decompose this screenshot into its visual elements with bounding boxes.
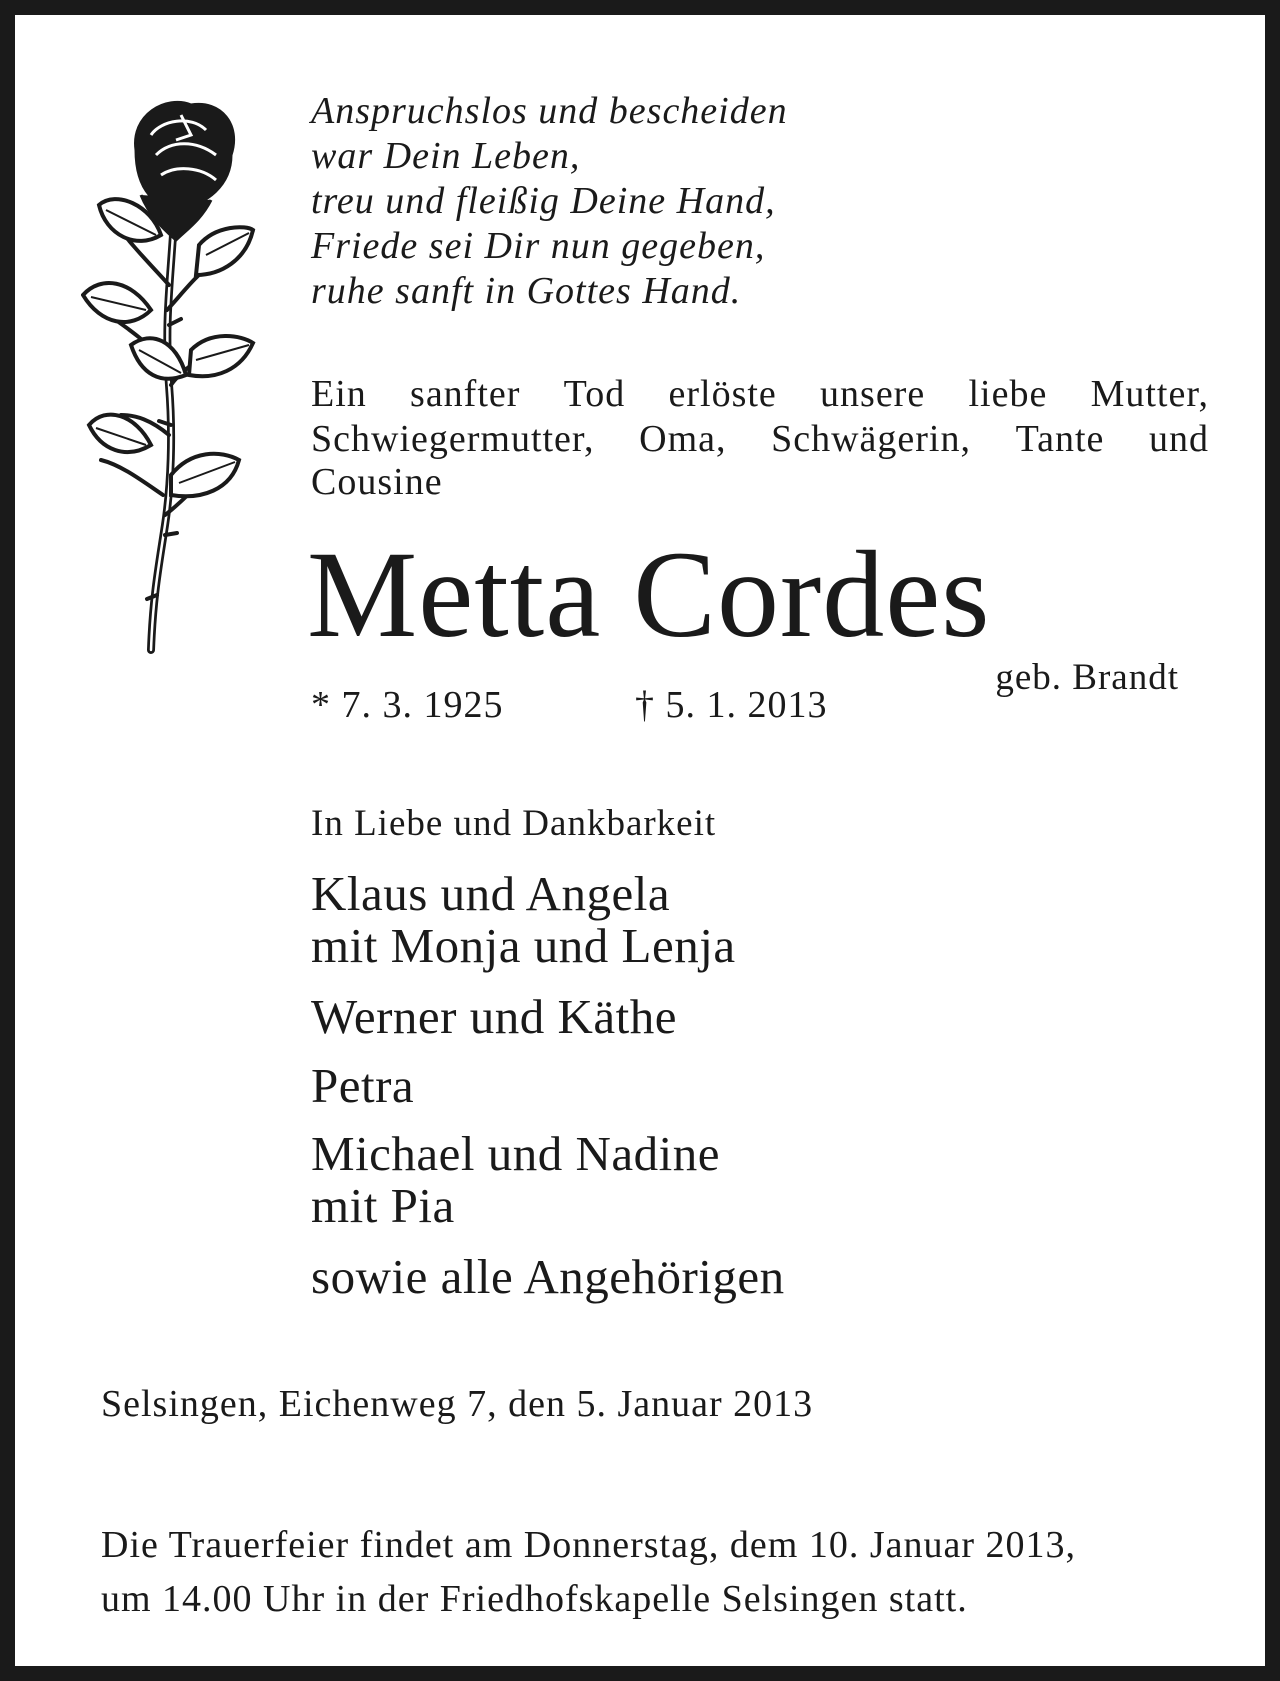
mourner-group [311, 868, 736, 972]
service-line: um 14.00 Uhr in der Friedhofskapelle Selsingen statt. [101, 1578, 968, 1620]
funeral-service-info [101, 1518, 1076, 1626]
mourner-line: sowie alle Angehörigen [311, 1249, 785, 1304]
death-announcement-text [311, 372, 1209, 502]
mourner-group [311, 1060, 414, 1112]
announcement-line: Cousine [311, 461, 443, 503]
announcement-word: sanfter [410, 373, 521, 415]
mourner-line: Michael und Nadine [311, 1126, 721, 1181]
announcement-word: Oma, [639, 418, 727, 460]
poem-line: war Dein Leben, [311, 135, 581, 177]
mourner-line: mit Pia [311, 1178, 455, 1233]
maiden-name: geb. Brandt [995, 657, 1179, 698]
place-and-date: Selsingen, Eichenweg 7, den 5. Januar 2013 [101, 1383, 814, 1425]
poem-line: Anspruchslos und bescheiden [311, 90, 788, 132]
announcement-word: liebe [968, 373, 1048, 415]
announcement-word: erlöste [668, 373, 777, 415]
mourner-line: Petra [311, 1058, 415, 1113]
mourner-line: Werner und Käthe [311, 989, 677, 1044]
mourner-line: Klaus und Angela [311, 866, 671, 921]
announcement-word: Ein [311, 373, 367, 415]
mourner-group [311, 991, 677, 1043]
deceased-name: Metta Cordes [307, 526, 991, 663]
mourner-group [311, 1251, 785, 1303]
rose-icon [81, 95, 261, 665]
poem-line: treu und fleißig Deine Hand, [311, 180, 776, 222]
poem-line: ruhe sanft in Gottes Hand. [311, 270, 742, 312]
announcement-word: unsere [820, 373, 926, 415]
mourner-line: mit Monja und Lenja [311, 918, 736, 973]
birth-date: * 7. 3. 1925 [311, 684, 504, 726]
announcement-word: Tod [563, 373, 626, 415]
announcement-word: Tante [1015, 418, 1105, 460]
poem-line: Friede sei Dir nun gegeben, [311, 225, 766, 267]
mourner-group [311, 1128, 720, 1232]
announcement-word: Mutter, [1090, 373, 1209, 415]
death-date: † 5. 1. 2013 [635, 684, 828, 726]
announcement-word: und [1149, 418, 1209, 460]
mourners-heading: In Liebe und Dankbarkeit [311, 803, 717, 844]
announcement-line [311, 372, 1209, 417]
announcement-word: Schwägerin, [771, 418, 971, 460]
announcement-word: Schwiegermutter, [311, 418, 595, 460]
announcement-line [311, 417, 1209, 462]
service-line: Die Trauerfeier findet am Donnerstag, dem 10. Januar 2013, [101, 1524, 1077, 1566]
memorial-poem [311, 89, 871, 314]
